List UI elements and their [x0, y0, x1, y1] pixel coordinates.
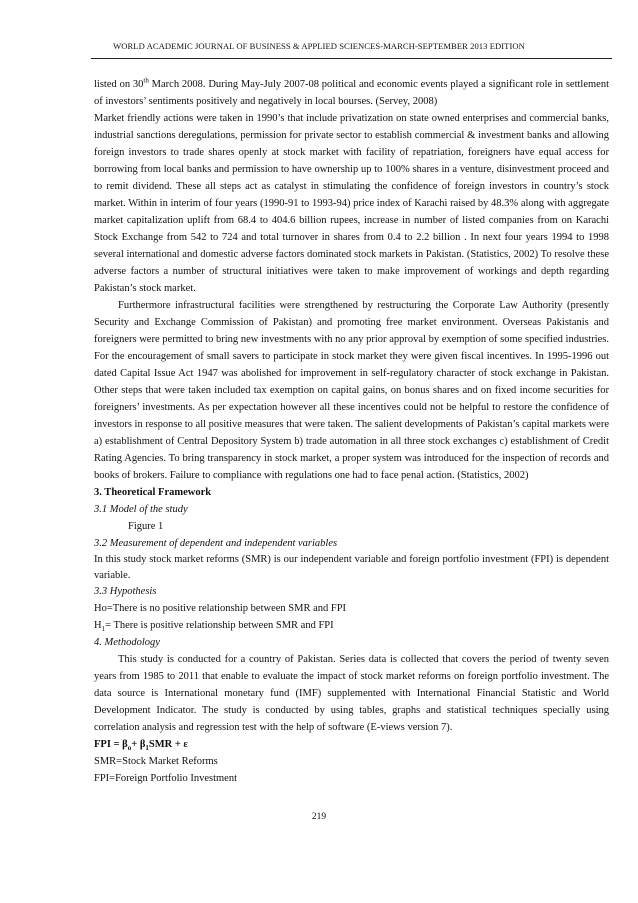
methodology-paragraph: This study is conducted for a country of Pakistan. Series data is collected that covers the period of twenty seven years from 1985 to 2011 that enable to evaluate the impact of stock market reforms on foreign portfolio investment. The data source is International monetary fund (IMF) supplemented with International Financial Statistic and World Development Indicator. The study is conducted by using tables, graphs and statistical techniques specially using correlation analysis and regression test with the help of software (E-views version 7). — [94, 654, 609, 733]
journal-header: WORLD ACADEMIC JOURNAL OF BUSINESS & APPLIED SCIENCES-MARCH-SEPTEMBER 2013 EDITION — [113, 41, 525, 51]
eq-plus: + — [131, 739, 140, 750]
definition-fpi: FPI=Foreign Portfolio Investment — [94, 773, 238, 784]
eq-beta-0-sub: o — [127, 744, 132, 753]
paragraph-1-rest: March 2008. During May-July 2007-08 political and economic events played a significant role in settlement of investors’ sentiments positively and negatively in local bourses. (Servey, 2008) — [94, 79, 609, 107]
h1-letter: H — [94, 620, 102, 631]
paragraph-1 — [94, 76, 609, 110]
subsection-3-1: 3.1 Model of the study — [94, 504, 188, 515]
eq-beta-1: β — [139, 739, 146, 750]
page-number: 219 — [311, 812, 327, 822]
eq-rest: SMR + ε — [148, 739, 188, 750]
eq-beta-0: β — [122, 739, 128, 750]
eq-lhs: FPI = — [94, 739, 123, 750]
eq-beta-1-sub: 1 — [145, 744, 149, 753]
header-rule — [91, 58, 612, 59]
figure-label: Figure 1 — [128, 521, 164, 532]
section-3-heading: 3. Theoretical Framework — [94, 487, 212, 498]
paragraph-1-start: listed on 30 — [94, 79, 144, 90]
regression-equation — [94, 736, 609, 753]
article-body — [94, 76, 609, 787]
section-4-heading: 4. Methodology — [94, 637, 160, 648]
definition-smr: SMR=Stock Market Reforms — [94, 756, 218, 767]
paragraph-3: Furthermore infrastructural facilities were strengthened by restructuring the Corporate Law Authority (presently Security and Exchange Commission of Pakistan) and promoting free market environment. Overseas Pakistanis and foreigners were permitted to bring new investments with no any prior approval by exemption of some specified industries. For the encouragement of small savers to participate in stock market they were given fiscal incentives. In 1995-1996 out dated Capital Issue Act 1947 was abolished for improvement in self-regulatory character of stock exchange in Pakistan. Other steps that were taken included tax exemption on capital gains, on bonus shares and on fixed income securities for foreigners’ investments. As per expectation however all these incentives could not be helpful to restore the confidence of investors in response to all positive measures that were taken. The salient developments of Pakistan’s capital markets were a) establishment of Central Depository System b) trade automation in all three stock exchanges c) establishment of Credit Rating Agencies. To bring transparency in stock market, a proper system was introduced for the inspection of records and books of brokers. Failure to compliance with regulations one had to face penal action. (Statistics, 2002) — [94, 300, 609, 481]
ordinal-superscript: th — [143, 76, 149, 85]
subsection-3-3: 3.3 Hypothesis — [94, 586, 157, 597]
h1-text: = There is positive relationship between SMR and FPI — [105, 620, 334, 631]
hypothesis-alt — [94, 617, 609, 634]
subsection-3-2: 3.2 Measurement of dependent and independent variables — [94, 538, 338, 549]
paragraph-2: Market friendly actions were taken in 1990’s that include privatization on state owned enterprises and commercial banks, industrial sanctions deregulations, permission for private sector to establish commercial & investment banks and allowing foreign investors to trade shares openly at stock market with facility of repatriation, foreigners have equal access for borrowing from local banks and permission to have ownership up to 100% shares in a venture, disinvestment proceed and to remit dividend. These all steps act as catalyst in stimulating the confidence of foreign investors in country’s stock market. Within in interim of four years (1990-91 to 1993-94) price index of Karachi raised by 48.3% along with aggregate market capitalization uplift from 68.4 to 404.6 billion rupees, increase in number of listed companies from on Karachi Stock Exchange from 542 to 724 and total turnover in shares from 0.4 to 2.2 billion . In next four years 1994 to 1998 several international and domestic adverse factors dominated stock markets in Pakistan. (Statistics, 2002) To resolve these adverse factors a number of structural initiatives were taken to make improvement of workings and depth regarding Pakistan’s stock market. — [94, 113, 609, 294]
h1-subscript: 1 — [101, 625, 106, 634]
paragraph-3-2: In this study stock market reforms (SMR) is our independent variable and foreign portfolio investment (FPI) is dependent variable. — [94, 554, 609, 581]
hypothesis-null: Ho=There is no positive relationship between SMR and FPI — [94, 603, 347, 614]
